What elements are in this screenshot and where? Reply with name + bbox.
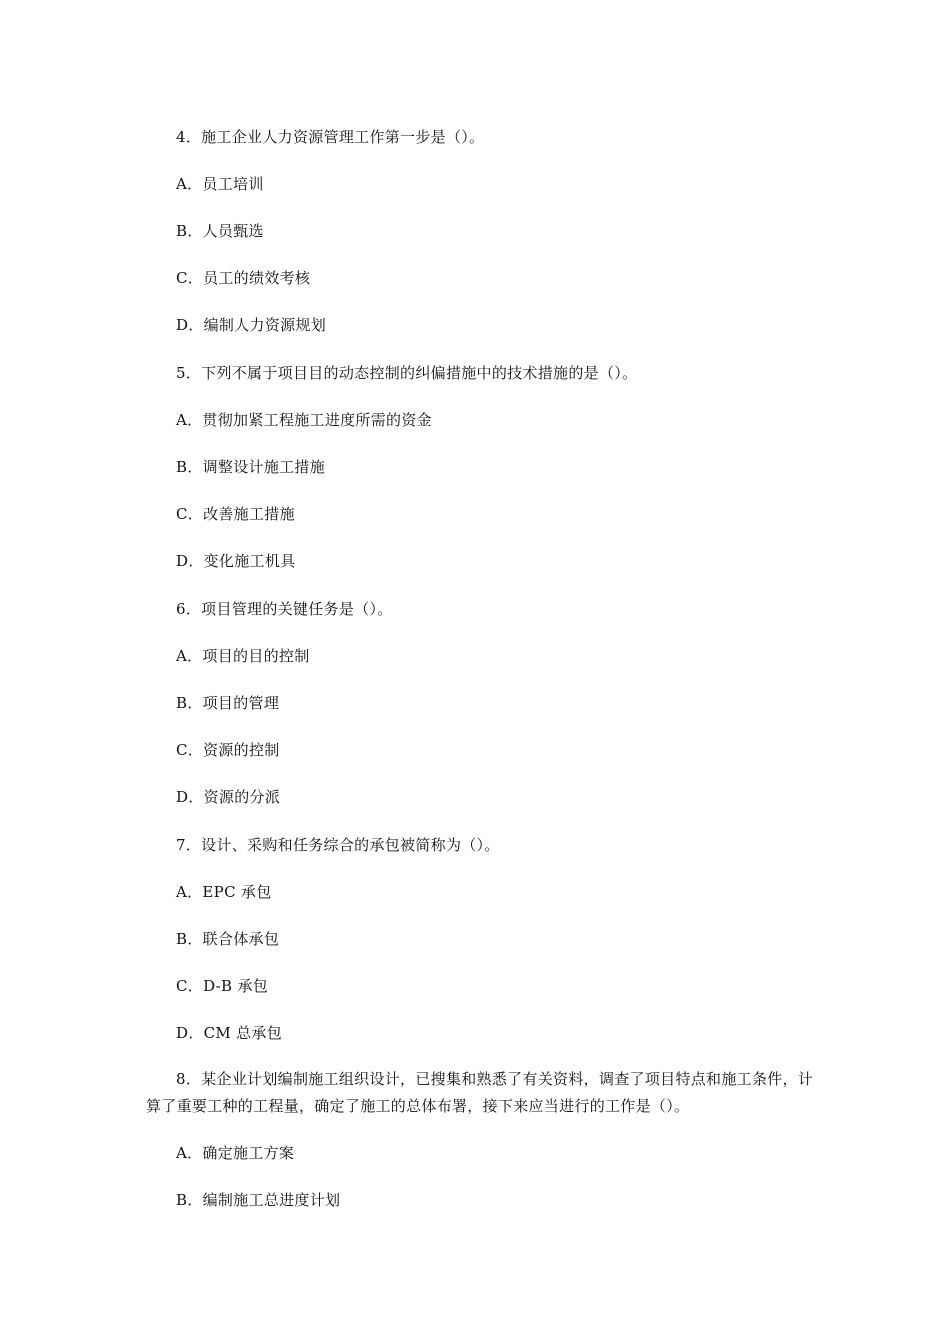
option-7c: C．D-B 承包 [176,977,269,995]
option-5a: A．贯彻加紧工程施工进度所需的资金 [176,411,432,429]
option-4b: B．人员甄选 [176,222,264,240]
option-6b: B．项目的管理 [176,694,280,712]
question-6: 6．项目管理的关键任务是（）。 [176,600,393,618]
option-5d: D．变化施工机具 [176,552,296,570]
option-7d: D．CM 总承包 [176,1024,283,1042]
option-4d: D．编制人力资源规划 [176,316,327,334]
question-7: 7．设计、采购和任务综合的承包被简称为（）。 [176,836,500,854]
option-7a: A．EPC 承包 [176,883,272,901]
option-8b: B．编制施工总进度计划 [176,1191,341,1209]
option-6d: D．资源的分派 [176,788,281,806]
question-8: 8．某企业计划编制施工组织设计，已搜集和熟悉了有关资料，调查了项目特点和施工条件，计算了重要工种的工程量，确定了施工的总体布署，接下来应当进行的工作是（）。 [146,1070,814,1115]
option-4a: A．员工培训 [176,175,264,193]
option-7b: B．联合体承包 [176,930,280,948]
option-6a: A．项目的目的控制 [176,647,310,665]
option-8a: A．确定施工方案 [176,1144,295,1162]
option-4c: C．员工的绩效考核 [176,269,311,287]
question-4: 4．施工企业人力资源管理工作第一步是（）。 [176,128,485,146]
option-5c: C．改善施工措施 [176,505,295,523]
option-6c: C．资源的控制 [176,741,280,759]
question-5: 5．下列不属于项目目的动态控制的纠偏措施中的技术措施的是（）。 [176,364,638,382]
option-5b: B．调整设计施工措施 [176,458,326,476]
